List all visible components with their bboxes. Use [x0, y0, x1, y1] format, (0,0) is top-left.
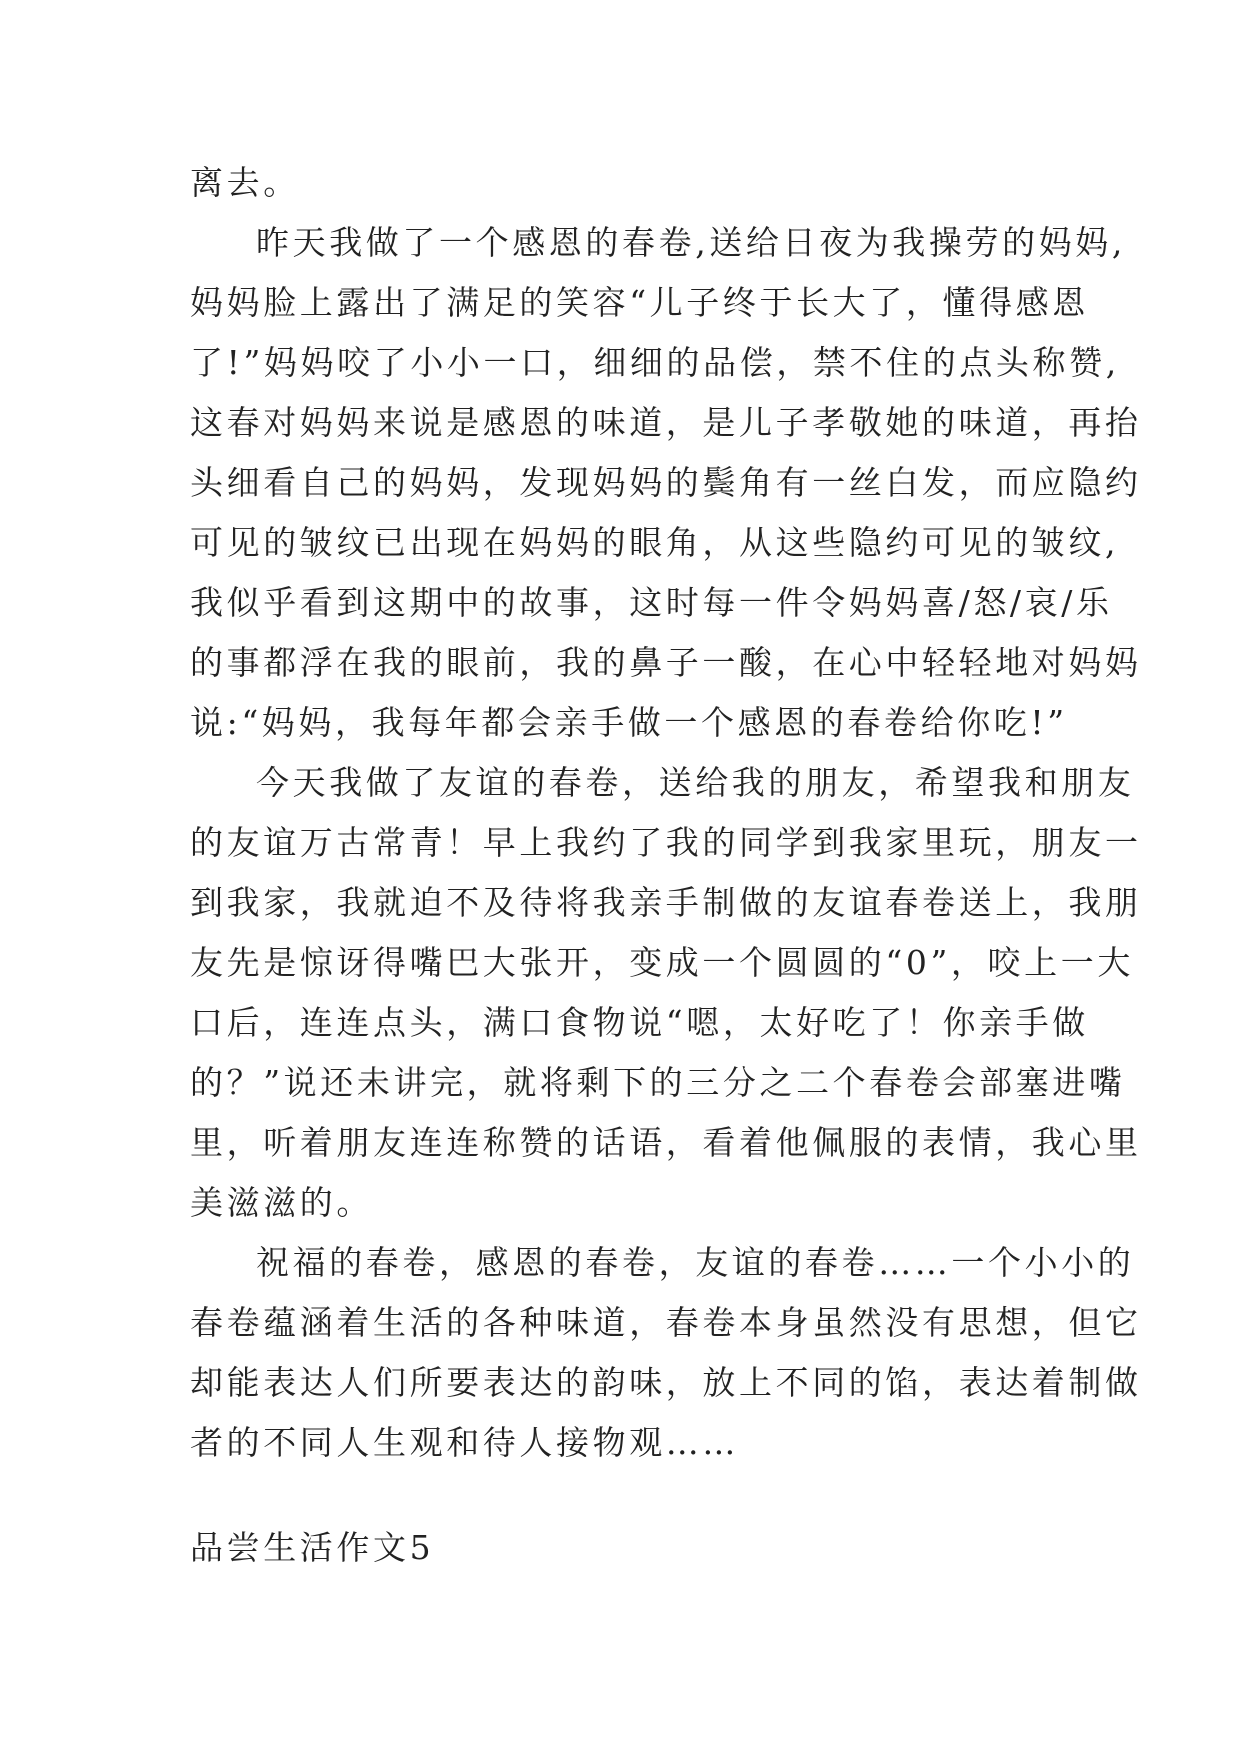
text-line: 这春对妈妈来说是感恩的味道，是儿子孝敬她的味道，再抬 — [190, 403, 1142, 442]
text-line: 友先是惊讶得嘴巴大张开，变成一个圆圆的“0”，咬上一大 — [190, 943, 1134, 982]
text-line: 的事都浮在我的眼前，我的鼻子一酸，在心中轻轻地对妈妈 — [190, 643, 1142, 682]
text-line: 口后，连连点头，满口食物说“嗯，太好吃了！你亲手做 — [190, 1003, 1089, 1042]
text-line: 者的不同人生观和待人接物观…… — [190, 1423, 739, 1462]
text-line: 我似乎看到这期中的故事，这时每一件令妈妈喜/怒/哀/乐 — [190, 583, 1113, 622]
text-line: 今天我做了友谊的春卷，送给我的朋友，希望我和朋友 — [256, 763, 1135, 802]
text-line: 了!”妈妈咬了小小一口，细细的品偿，禁不住的点头称赞, — [190, 343, 1120, 382]
text-line: 却能表达人们所要表达的韵味，放上不同的馅，表达着制做 — [190, 1363, 1142, 1402]
text-line: 昨天我做了一个感恩的春卷,送给日夜为我操劳的妈妈, — [256, 223, 1126, 262]
text-line: 的？”说还未讲完，就将剩下的三分之二个春卷会部塞进嘴 — [190, 1063, 1126, 1102]
text-line: 美滋滋的。 — [190, 1183, 373, 1222]
text-line: 祝福的春卷，感恩的春卷，友谊的春卷……一个小小的 — [256, 1243, 1135, 1282]
text-line: 妈妈脸上露出了满足的笑容“儿子终于长大了，懂得感恩 — [190, 283, 1089, 322]
text-line: 春卷蕴涵着生活的各种味道，春卷本身虽然没有思想，但它 — [190, 1303, 1142, 1342]
section-heading: 品尝生活作文5 — [190, 1528, 435, 1567]
text-line: 头细看自己的妈妈，发现妈妈的鬓角有一丝白发，而应隐约 — [190, 463, 1142, 502]
text-line: 到我家，我就迫不及待将我亲手制做的友谊春卷送上，我朋 — [190, 883, 1142, 922]
text-line: 的友谊万古常青！早上我约了我的同学到我家里玩，朋友一 — [190, 823, 1142, 862]
text-line: 离去。 — [190, 163, 300, 202]
text-line: 里，听着朋友连连称赞的话语，看着他佩服的表情，我心里 — [190, 1123, 1142, 1162]
text-line: 说:“妈妈，我每年都会亲手做一个感恩的春卷给你吃!” — [190, 703, 1068, 742]
text-line: 可见的皱纹已出现在妈妈的眼角，从这些隐约可见的皱纹, — [190, 523, 1120, 562]
